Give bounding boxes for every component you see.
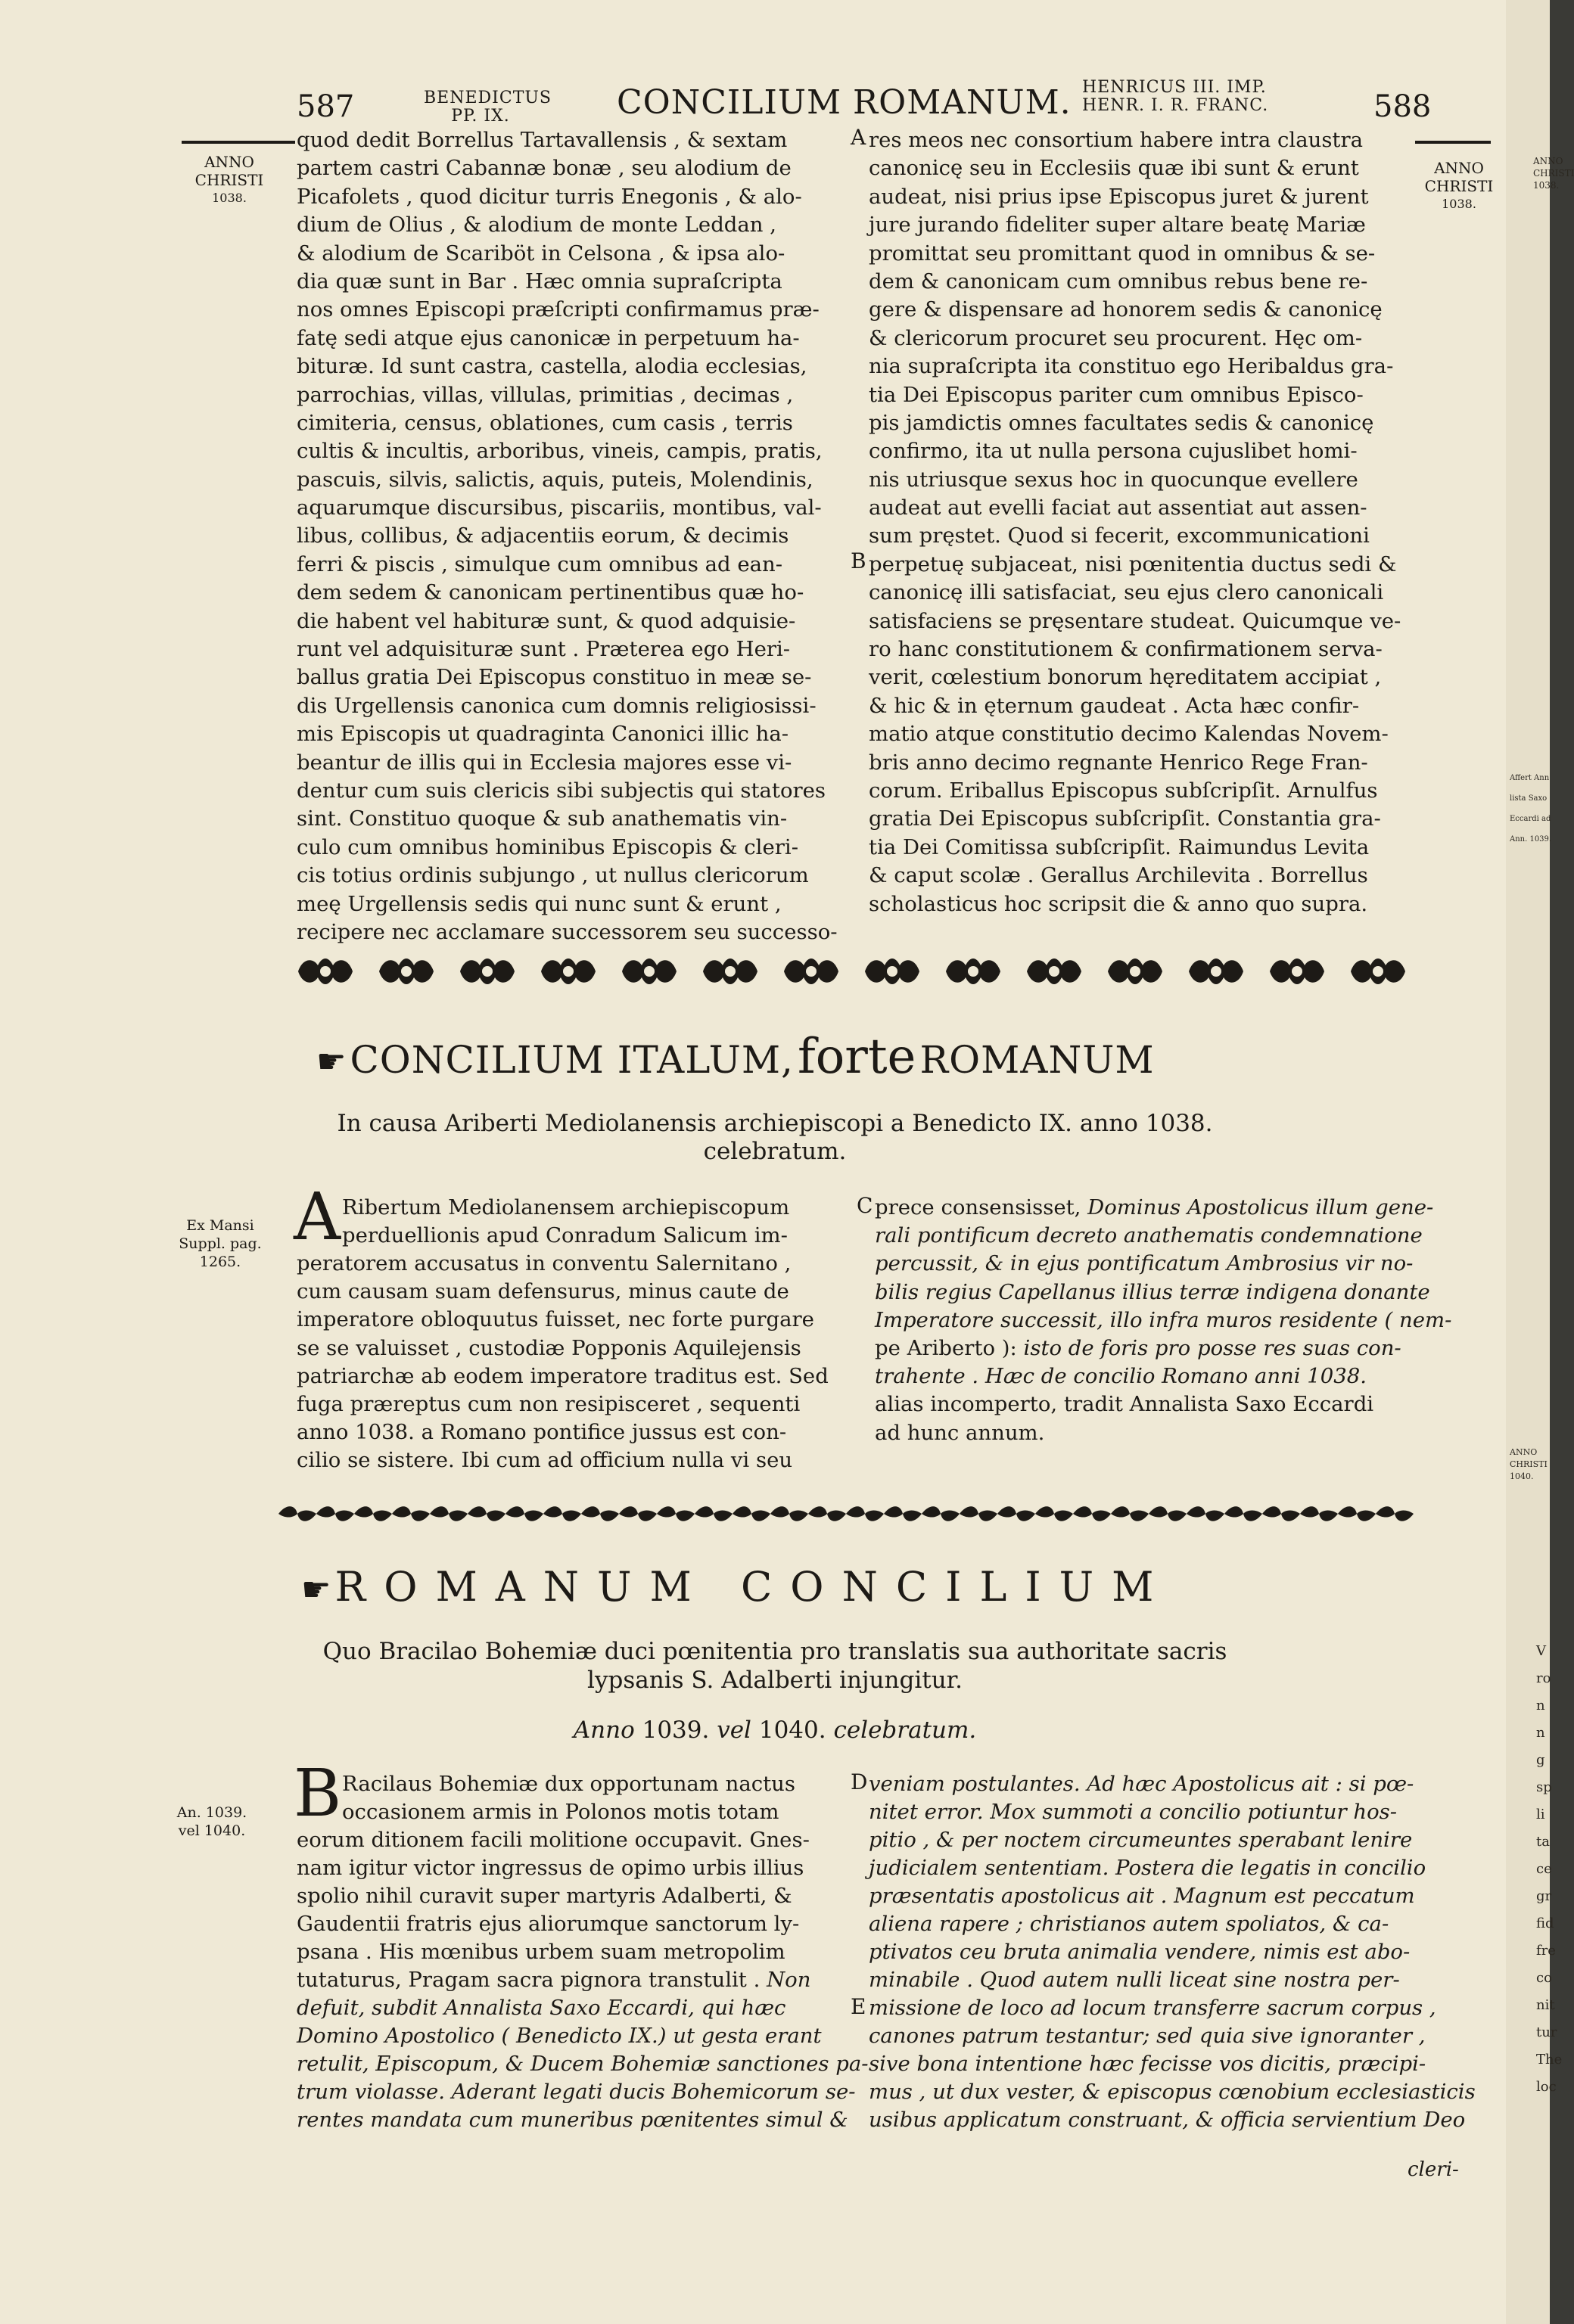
rule-ornament	[1149, 1506, 1187, 1521]
text-line: sint. Constituo quoque & sub anathematis vin-	[297, 806, 788, 831]
text-line	[297, 1994, 869, 2022]
text-line: quod dedit Borrellus Tartavallensis , & sextam	[297, 128, 788, 152]
running-head-left-line: BENEDICTUS	[424, 89, 552, 107]
rule-ornament	[1262, 1506, 1300, 1521]
text-line: & hic & in ęternum gaudeat . Acta hæc confir-	[869, 693, 1360, 718]
section-letter: B	[851, 548, 866, 573]
rule-ornament	[1338, 1506, 1376, 1521]
text-line: cimiteria, census, oblationes, cum casis , terris	[297, 410, 793, 435]
margin-line: Affert Ann	[1510, 774, 1550, 782]
margin-line: g	[1536, 1752, 1545, 1768]
section3-left-column	[297, 1826, 869, 2134]
running-head-right-line: HENR. I. R. FRANC.	[1082, 96, 1269, 115]
fleuron-ornament	[622, 958, 677, 984]
date-text: 1039.	[642, 1717, 710, 1744]
italic-text: Dominus Apostolicus illum gene-	[1087, 1195, 1434, 1219]
rule-ornament	[316, 1506, 354, 1521]
text-line: Ribertum Mediolanensem archiepiscopum	[342, 1195, 790, 1219]
section3-title: ROMANUM CONCILIUM	[334, 1563, 1172, 1611]
margin-line: lista Saxo	[1510, 794, 1548, 803]
margin-line: Ann. 1039.	[1510, 835, 1552, 844]
rule-ornament	[619, 1506, 657, 1521]
text-line	[297, 1854, 869, 1882]
margin-line: 1265.	[199, 1254, 241, 1270]
rule-ornament	[1224, 1506, 1262, 1521]
margin-line: An. 1039.	[176, 1804, 247, 1821]
text-line: & caput scolæ . Gerallus Archilevita . Borrellus	[869, 863, 1368, 888]
text-line: cis totius ordinis subjungo , ut nullus clericorum	[297, 863, 809, 888]
roman-text: Gaudentii fratris ejus aliorumque sanctorum ly-	[297, 1912, 800, 1936]
text-line: dis Urgellensis canonica cum domnis religiosissi-	[297, 693, 817, 718]
italic-text: Non	[767, 1968, 811, 1992]
margin-line: li	[1536, 1807, 1545, 1822]
section3-right-column	[869, 1770, 1476, 2134]
catchword: cleri-	[1408, 2158, 1459, 2181]
section2-subtitle: celebratum.	[703, 1138, 847, 1165]
roman-text: spolio nihil curavit super martyris Adalberti, &	[297, 1884, 792, 1908]
running-head-right	[1082, 79, 1309, 115]
drop-cap: A	[294, 1179, 341, 1255]
rule-ornament	[770, 1506, 808, 1521]
margin-line: 1038.	[212, 191, 247, 205]
text-line	[875, 1362, 1451, 1390]
text-line: minabile . Quod autem nulli liceat sine nostra per-	[869, 1968, 1400, 1992]
text-line: usibus applicatum construant, & officia servientium Deo	[869, 2108, 1466, 2132]
text-line	[297, 2022, 869, 2050]
text-line: jure jurando fideliter super altare beatę Mariæ	[869, 213, 1366, 238]
margin-line: co	[1536, 1970, 1552, 1986]
text-line: ballus gratia Dei Episcopus constituo in meæ se-	[297, 665, 812, 690]
margin-line: ta	[1536, 1834, 1550, 1850]
text-line: dentur cum suis clericis sibi subjectis qui statores	[297, 778, 826, 803]
roman-text: Racilaus Bohemiæ dux opportunam nactus	[342, 1772, 795, 1796]
rule-ornament	[1111, 1506, 1149, 1521]
text-line: bituræ. Id sunt castra, castella, alodia ecclesias,	[297, 354, 807, 379]
text-line	[297, 2078, 869, 2106]
text-line: culo cum omnibus hominibus Episcopis & cleri-	[297, 834, 798, 859]
text-line: die habent vel habituræ sunt, & quod adquisie-	[297, 608, 796, 633]
rule-ornament	[354, 1506, 392, 1521]
fleuron-ornament	[298, 958, 353, 984]
rule-ornament	[1035, 1506, 1073, 1521]
section3-heading	[301, 1563, 1171, 1611]
text-line	[342, 1770, 795, 1798]
rule-ornament	[997, 1506, 1035, 1521]
margin-line: 1038.	[1533, 180, 1560, 191]
text-line: mis Episcopis ut quadraginta Canonici illic ha-	[297, 722, 789, 747]
margin-line: CHRISTI	[1424, 177, 1494, 195]
margin-line: 1038.	[1442, 197, 1476, 211]
text-line: aquarumque discursibus, piscariis, montibus, val-	[297, 496, 822, 520]
margin-line: fid	[1536, 1915, 1554, 1931]
edge-note-3	[1510, 1446, 1548, 1483]
rule-ornament	[468, 1506, 505, 1521]
text-line: præsentatis apostolicus ait . Magnum est peccatum	[869, 1884, 1415, 1908]
roman-text: prece consensisset,	[875, 1195, 1088, 1219]
drop-cap: B	[294, 1756, 342, 1832]
fleuron-ornament	[784, 958, 838, 984]
date-text: Anno	[573, 1717, 635, 1744]
fleuron-ornament	[1108, 958, 1162, 984]
page-title: CONCILIUM ROMANUM.	[617, 83, 1072, 122]
section2-left-column	[297, 1250, 829, 1475]
rule-ornament	[1376, 1506, 1414, 1521]
fleuron-ornament	[1027, 958, 1081, 984]
edge-note-1	[1533, 155, 1574, 191]
section1-right-column	[869, 126, 1401, 918]
text-line: se se valuisset , custodiæ Popponis Aquilejensis	[297, 1335, 801, 1360]
date-text: celebratum.	[833, 1717, 977, 1744]
margin-line: ANNO	[1434, 159, 1484, 177]
section2-title-a: CONCILIUM ITALUM,	[350, 1038, 794, 1082]
text-line: perduellionis apud Conradum Salicum im-	[342, 1223, 788, 1248]
italic-text: Domino Apostolico ( Benedicto IX.) ut gesta erant	[297, 2024, 822, 2048]
text-line: gere & dispensare ad honorem sedis & canonicę	[869, 297, 1383, 322]
italic-text: isto de foris pro posse res suas con-	[1023, 1335, 1401, 1360]
margin-note-left-anno	[188, 153, 271, 207]
italic-text: retulit, Episcopum, & Ducem Bohemiæ sanctiones pa-	[297, 2052, 869, 2076]
text-line: dia quæ sunt in Bar . Hæc omnia supraſcripta	[297, 269, 782, 294]
text-line: dem & canonicam cum omnibus rebus bene re-	[869, 269, 1368, 294]
rule-ornament	[657, 1506, 695, 1521]
fleuron-ornament	[541, 958, 596, 984]
margin-note-an-1039	[155, 1804, 269, 1840]
italic-text: trahente . Hæc de concilio Romano anni 1038.	[875, 1364, 1367, 1389]
text-line: tia Dei Episcopus pariter cum omnibus Episco-	[869, 382, 1364, 407]
text-line	[297, 2050, 869, 2078]
section-letter: C	[857, 1193, 873, 1218]
text-line	[297, 1882, 869, 1910]
margin-line: ro	[1536, 1670, 1551, 1686]
text-line	[875, 1222, 1451, 1250]
margin-note-ex-mansi	[163, 1216, 277, 1271]
text-line	[297, 2106, 869, 2134]
text-line	[875, 1334, 1451, 1362]
text-line: meę Urgellensis sedis qui nunc sunt & erunt ,	[297, 891, 782, 916]
italic-text: rentes mandata cum muneribus pœnitentes simul &	[297, 2108, 848, 2132]
text-line: promittat seu promittant quod in omnibus & se-	[869, 241, 1376, 266]
text-line: tia Dei Comitissa subſcripſit. Raimundus Levita	[869, 834, 1370, 859]
text-line: anno 1038. a Romano pontifice jussus est con-	[297, 1420, 787, 1445]
text-line: parrochias, villas, villulas, primitias , decimas ,	[297, 382, 794, 407]
text-line: canonicę seu in Ecclesiis quæ ibi sunt & erunt	[869, 156, 1359, 181]
section3-subtitle: lypsanis S. Adalberti injungitur.	[587, 1667, 963, 1694]
rule-ornament	[1300, 1506, 1338, 1521]
date-text: vel	[717, 1717, 751, 1744]
roman-text: pe Ariberto ):	[875, 1335, 1024, 1360]
text-line	[297, 1966, 869, 1994]
text-line: gratia Dei Episcopus subſcripſit. Constantia gra-	[869, 806, 1381, 831]
fleuron-ornament	[946, 958, 1000, 984]
text-line: verit, cœlestium bonorum hęreditatem accipiat ,	[869, 665, 1382, 690]
text-line: pitio , & per noctem circumeuntes sperabant lenire	[869, 1828, 1413, 1852]
text-line: fuga præreptus cum non resipisceret , sequenti	[297, 1391, 801, 1416]
text-line: recipere nec acclamare successorem seu successo-	[297, 919, 838, 944]
running-head-left	[424, 89, 552, 126]
text-line: ro hanc constitutionem & confirmationem serva-	[869, 637, 1383, 662]
edge-note-4	[1536, 1638, 1562, 2101]
section-letter: A	[851, 125, 866, 150]
fleuron-ornament	[1351, 958, 1405, 984]
text-line	[875, 1194, 1451, 1222]
section2-left-column-head	[342, 1194, 789, 1250]
fleuron-ornament	[703, 958, 757, 984]
text-line: confirmo, ita ut nulla persona cujuslibet homi-	[869, 439, 1358, 464]
roman-text: eorum ditionem facili molitione occupavit. Gnes-	[297, 1828, 810, 1852]
section-letter: D	[851, 1769, 868, 1794]
text-line: beantur de illis qui in Ecclesia majores esse vi-	[297, 750, 792, 775]
text-line: veniam postulantes. Ad hæc Apostolicus ait : si pœ-	[869, 1772, 1414, 1796]
text-line: pis jamdictis omnes facultates sedis & canonicę	[869, 410, 1374, 435]
date-text: 1040.	[758, 1717, 826, 1744]
text-line: res meos nec consortium habere intra claustra	[869, 128, 1364, 152]
edge-note-2	[1510, 768, 1551, 850]
text-line: & clericorum procuret seu procurent. Hęc om-	[869, 325, 1363, 350]
rule-ornament	[505, 1506, 543, 1521]
italic-text: trum violasse. Aderant legati ducis Bohemicorum se-	[297, 2080, 856, 2104]
margin-line: ANNO	[204, 153, 254, 171]
rule-ornament	[846, 1506, 884, 1521]
margin-line: V	[1536, 1643, 1546, 1659]
margin-line: ANNO	[1510, 1447, 1538, 1457]
text-line: corum. Eriballus Episcopus subſcripſit. Arnulfus	[869, 778, 1378, 803]
rule-ornament	[543, 1506, 581, 1521]
section2-title-b: forte	[798, 1029, 916, 1085]
margin-line: tur	[1536, 2024, 1557, 2040]
text-line: matio atque constitutio decimo Kalendas Novem-	[869, 722, 1389, 747]
rule-ornament	[960, 1506, 997, 1521]
rule-ornament	[430, 1506, 468, 1521]
text-line	[875, 1279, 1451, 1306]
text-line: ferri & piscis , simulque cum omnibus ad ean-	[297, 551, 783, 576]
text-line: audeat, nisi prius ipse Episcopus juret & jurent	[869, 184, 1369, 209]
text-line	[875, 1250, 1451, 1278]
ornament-rule	[278, 1502, 1414, 1525]
running-head-right-line: HENRICUS III. IMP.	[1082, 78, 1267, 97]
text-line: dem sedem & canonicam pertinentibus quæ ho-	[297, 580, 804, 605]
margin-line: gr	[1536, 1888, 1552, 1904]
text-line: nia supraſcripta ita constituo ego Heribaldus gra-	[869, 354, 1394, 379]
text-line: ptivatos ceu bruta animalia vendere, nimis est abo-	[869, 1940, 1411, 1964]
margin-line: Ex Mansi	[186, 1217, 254, 1234]
text-line: dium de Olius , & alodium de monte Leddan ,	[297, 213, 776, 238]
text-line: canones patrum testantur; sed quia sive ignoranter ,	[869, 2024, 1426, 2048]
fleuron-ornament	[1189, 958, 1243, 984]
text-line	[297, 1938, 869, 1966]
text-line: & alodium de Scariböt in Celsona , & ipsa alo-	[297, 241, 785, 266]
manicule-icon: ☛	[301, 1571, 331, 1609]
italic-text: percussit, & in ejus pontificatum Ambrosius vir no-	[875, 1251, 1414, 1276]
margin-line: CHRISTI	[194, 171, 264, 189]
text-line: partem castri Cabannæ bonæ , seu alodium de	[297, 156, 792, 181]
margin-line: n	[1536, 1698, 1545, 1713]
italic-text: rali pontificum decreto anathematis condemnatione	[875, 1223, 1423, 1248]
text-line	[875, 1419, 1451, 1447]
rule-ornament	[808, 1506, 846, 1521]
roman-text: nam igitur victor ingressus de opimo urbis illius	[297, 1856, 804, 1880]
text-line: nis utriusque sexus hoc in quocunque evellere	[869, 467, 1358, 492]
rule-ornament	[922, 1506, 960, 1521]
rule-ornament	[1187, 1506, 1224, 1521]
text-line: cilio se sistere. Ibi cum ad officium nulla vi seu	[297, 1448, 793, 1473]
italic-text: defuit, subdit Annalista Saxo Eccardi, qui hæc	[297, 1996, 786, 2020]
text-line: missione de loco ad locum transferre sacrum corpus ,	[869, 1996, 1436, 2020]
roman-text: ad hunc annum.	[875, 1420, 1045, 1445]
italic-text: bilis regius Capellanus illius terræ indigena donante	[875, 1279, 1430, 1304]
margin-line: ce	[1536, 1861, 1552, 1877]
text-line: fatę sedi atque ejus canonicæ in perpetuum ha-	[297, 325, 800, 350]
italic-text: Imperatore successit, illo infra muros residente ( nem-	[875, 1307, 1452, 1332]
rule-ornament	[581, 1506, 619, 1521]
margin-line: CHRISTI	[1510, 1459, 1548, 1469]
section2-right-column	[875, 1194, 1451, 1447]
margin-line: nit	[1536, 1997, 1555, 2013]
text-line: imperatore obloquutus fuisset, nec forte purgare	[297, 1307, 814, 1332]
text-line: runt vel adquisituræ sunt . Præterea ego Heri-	[297, 637, 791, 662]
left-page-number: 587	[297, 89, 355, 124]
margin-line: vel 1040.	[178, 1822, 246, 1839]
ornament-band	[295, 955, 1415, 988]
text-line	[875, 1306, 1451, 1334]
fleuron-ornament	[379, 958, 434, 984]
rule-ornament	[278, 1506, 316, 1521]
running-head-left-line: PP. IX.	[451, 107, 510, 126]
text-line: patriarchæ ab eodem imperatore traditus est. Sed	[297, 1363, 829, 1388]
margin-line: Suppl. pag.	[179, 1235, 262, 1252]
margin-line: The	[1536, 2052, 1563, 2068]
margin-line: n	[1536, 1725, 1545, 1741]
text-line: judicialem sententiam. Postera die legatis in concilio	[869, 1856, 1426, 1880]
text-line	[875, 1390, 1451, 1418]
text-line: canonicę illi satisfaciat, seu ejus clero canonicali	[869, 580, 1384, 605]
roman-text: psana . His mœnibus urbem suam metropolim	[297, 1940, 785, 1964]
margin-line: Eccardi ad	[1510, 815, 1551, 823]
text-line: bris anno decimo regnante Henrico Rege Fran-	[869, 750, 1368, 775]
text-line	[342, 1798, 795, 1826]
roman-text: tutaturus, Pragam sacra pignora transtulit .	[297, 1968, 767, 1992]
rule-ornament	[1073, 1506, 1111, 1521]
section3-subtitle: Quo Bracilao Bohemiæ duci pœnitentia pro translatis sua authoritate sacris	[322, 1638, 1227, 1665]
right-page-number: 588	[1373, 89, 1432, 124]
margin-line: 1040.	[1510, 1471, 1534, 1481]
roman-text: occasionem armis in Polonos motis totam	[342, 1800, 779, 1824]
margin-line: sp	[1536, 1779, 1552, 1795]
text-line: cum causam suam defensurus, minus caute de	[297, 1279, 789, 1304]
margin-line: fre	[1536, 1943, 1556, 1959]
margin-lead-rule	[182, 141, 295, 144]
text-line: peratorem accusatus in conventu Salernitano ,	[297, 1251, 792, 1275]
fleuron-ornament	[460, 958, 515, 984]
roman-text: alias incomperto, tradit Annalista Saxo Eccardi	[875, 1392, 1374, 1417]
margin-lead-rule	[1415, 141, 1491, 144]
text-line	[297, 1910, 869, 1938]
margin-line: ANNO	[1533, 156, 1563, 166]
fleuron-ornament	[865, 958, 919, 984]
text-line: nitet error. Mox summoti a concilio potiuntur hos-	[869, 1800, 1398, 1824]
text-line: mus , ut dux vester, & episcopus cœnobium ecclesiasticis	[869, 2080, 1476, 2104]
rule-ornament	[695, 1506, 733, 1521]
text-line: nos omnes Episcopi præſcripti confirmamus præ-	[297, 297, 820, 322]
text-line: audeat aut evelli faciat aut assentiat aut assen-	[869, 496, 1367, 520]
text-line: scholasticus hoc scripsit die & anno quo supra.	[869, 891, 1368, 916]
section1-left-column	[297, 126, 838, 946]
section3-date	[0, 1716, 1550, 1745]
text-line: sum pręstet. Quod si fecerit, excommunicationi	[869, 524, 1370, 548]
text-line: Picafolets , quod dicitur turris Enegonis , & alo-	[297, 184, 802, 209]
section2-heading	[316, 1029, 1155, 1085]
rule-ornament	[733, 1506, 770, 1521]
manicule-icon: ☛	[316, 1042, 347, 1081]
margin-note-right-anno	[1421, 159, 1497, 213]
text-line: cultis & incultis, arboribus, vineis, campis, pratis,	[297, 439, 823, 464]
text-line: pascuis, silvis, salictis, aquis, puteis, Molendinis,	[297, 467, 813, 492]
text-line: libus, collibus, & adjacentiis eorum, & decimis	[297, 524, 789, 548]
text-line: aliena rapere ; christianos autem spoliatos, & ca-	[869, 1912, 1389, 1936]
rule-ornament	[884, 1506, 922, 1521]
rule-ornament	[392, 1506, 430, 1521]
section2-subtitle: In causa Ariberti Mediolanensis archiepiscopi a Benedicto IX. anno 1038.	[337, 1110, 1213, 1137]
text-line	[297, 1826, 869, 1854]
text-line: perpetuę subjaceat, nisi pœnitentia ductus sedi &	[869, 551, 1397, 576]
section3-left-column-head	[342, 1770, 795, 1826]
section2-title-c: ROMANUM	[919, 1038, 1155, 1082]
section-letter: E	[851, 1994, 866, 2019]
margin-line: loc	[1536, 2079, 1557, 2095]
margin-line: CHRISTI	[1533, 168, 1574, 179]
fleuron-ornament	[1270, 958, 1324, 984]
text-line: satisfaciens se pręsentare studeat. Quicumque ve-	[869, 608, 1401, 633]
text-line: sive bona intentione hæc fecisse vos dicitis, præcipi-	[869, 2052, 1426, 2076]
